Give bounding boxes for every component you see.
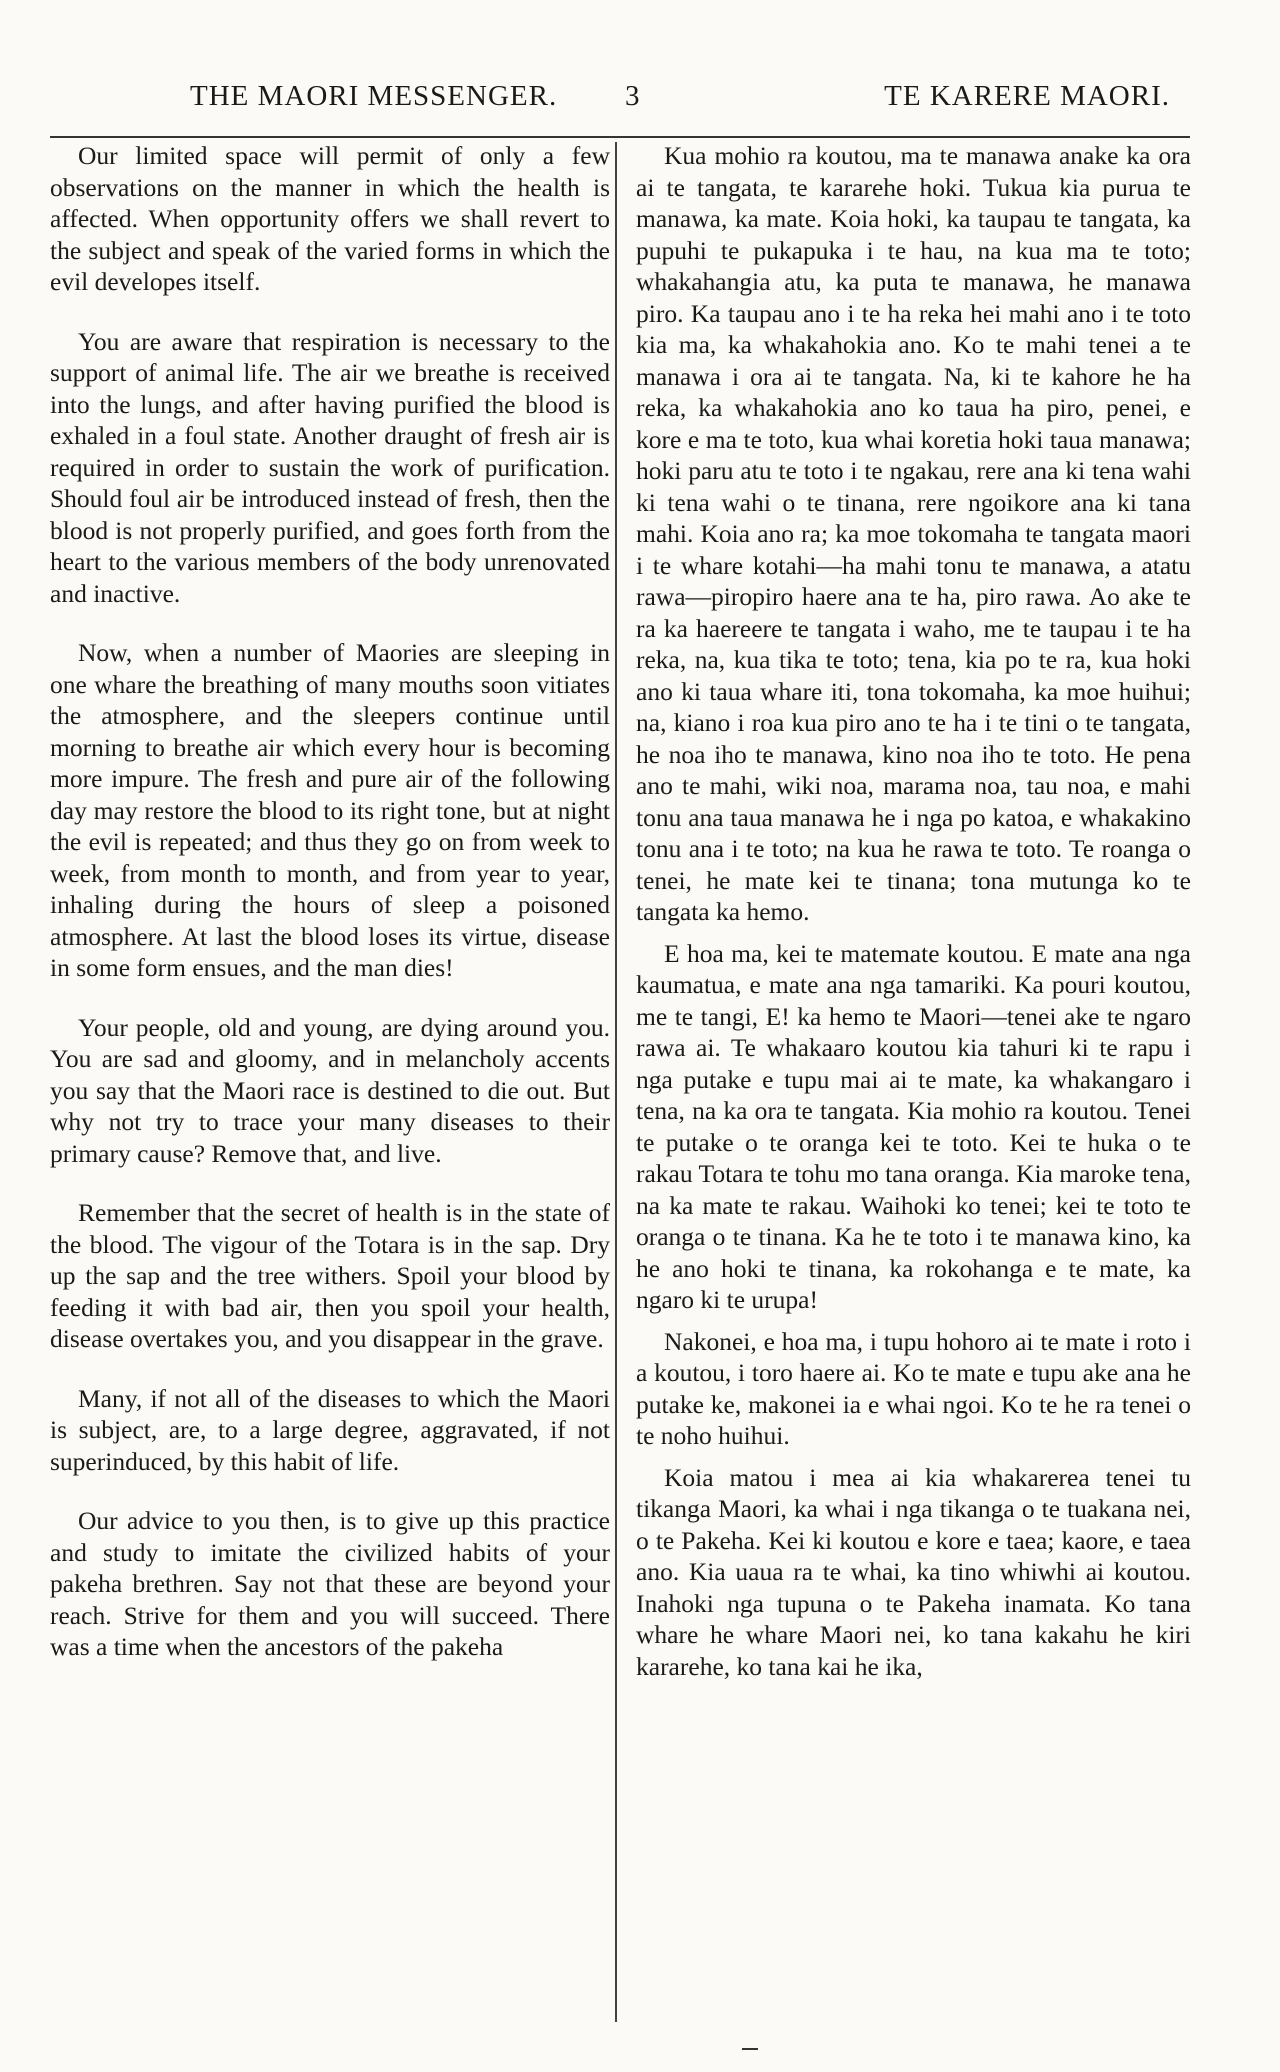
- maori-paragraph: Kua mohio ra koutou, ma te manawa anake ka ora ai te tangata, te kararehe hoki. Tukua kia purua te manawa, ka mate. Koia hoki, ka taupau te tangata, ka pupuhi te pukapuka i te hau, na kua ma te toto; whakahangia atu, ka puta te manawa, he manawa piro. Ka taupau ano i te ha reka hei mahi ano i te toto kia ma, ka whakahokia ano. Ko te mahi tenei a te manawa i ora ai te tangata. Na, ki te kahore he ha reka, ka whakahokia ano ko taua ha piro, penei, e kore e ma te toto, kua whai koretia hoki taua manawa; hoki paru atu te toto i te ngakau, rere ana ki tena wahi ki tena wahi o te tinana, rere ngoikore ana ki tana mahi. Koia ano ra; ka moe tokomaha te tangata maori i te whare kotahi—ha mahi tonu te manawa, a atatu rawa—piropiro haere ana te ha, piro rawa. Ao ake te ra ka haereere te tangata i waho, me te taupau i te ha reka, na, kua tika te toto; tena, kia po te ra, kua hoki ano ki taua whare iti, tona tokomaha, ka moe huihui; na, kiano i roa kua piro ano te ha i te tini o te tangata, he noa iho te manawa, kino noa iho te toto. He pena ano te mahi, wiki noa, marama noa, tau noa, e mahi tonu ana taua manawa he i nga po katoa, e whakakino tonu ana i te toto; na kua he rawa te toto. Te roanga o tenei, he mate kei te tinana; tona mutunga ko te tangata ka hemo.: [636, 141, 1191, 926]
- english-paragraph: Your people, old and young, are dying around you. You are sad and gloomy, and in melancholy accents you say that the Maori race is destined to die out. But why not try to trace your many diseases to their primary cause? Remove that, and live.: [50, 1012, 610, 1168]
- column-divider: [615, 142, 617, 2022]
- english-paragraph: Many, if not all of the diseases to which the Maori is subject, are, to a large degree, aggravated, if not superinduced, by this habit of life.: [50, 1383, 610, 1476]
- header-rule: [50, 136, 1190, 138]
- english-paragraph: Our advice to you then, is to give up this practice and study to imitate the civilized habits of your pakeha brethren. Say not that these are beyond your reach. Strive for them and you will succeed. There was a time when the ancestors of the pakeha: [50, 1506, 610, 1661]
- maori-paragraph: Koia matou i mea ai kia whakarerea tenei tu tikanga Maori, ka whai i nga tikanga o te tuakana nei, o te Pakeha. Kei ki koutou e kore e taea; kaore, e taea ano. Kia uaua ra te whai, ka tino whiwhi ai koutou. Inahoki nga tupuna o te Pakeha inamata. Ko tana whare he whare Maori nei, ko tana kakahu he kiri kararehe, ko tana kai he ika,: [636, 1462, 1191, 1681]
- page-header: [60, 80, 1230, 130]
- maori-column: [636, 140, 1191, 1692]
- header-title-maori: TE KARERE MAORI.: [884, 80, 1170, 112]
- maori-paragraph: E hoa ma, kei te matemate koutou. E mate ana nga kaumatua, e mate ana nga tamariki. Ka pouri koutou, me te tangi, E! ka hemo te Maori—tenei ake te ngaro rawa ai. Te whakaaro koutou kia tahuri ki te rapu i nga putake e tupu mai ai te mate, ka whakangaro i tena, na ka ora te tangata. Kia mohio ra koutou. Tenei te putake o te oranga kei te toto. Kei te huka o te rakau Totara te tohu mo tana oranga. Kia maroke tena, na ka mate te rakau. Waihoki ko tenei; kei te toto te oranga o te tinana. Ka he te toto i te manawa kino, ka he ano hoki te tinana, ka rokohanga e te mate, ka ngaro ki te urupa!: [636, 938, 1191, 1314]
- english-paragraph: Our limited space will permit of only a few observations on the manner in which the health is affected. When opportunity offers we shall revert to the subject and speak of the varied forms in which the evil developes itself.: [50, 141, 610, 296]
- page-number: 3: [625, 80, 641, 112]
- english-paragraph: You are aware that respiration is necessary to the support of animal life. The air we breathe is received into the lungs, and after having purified the blood is exhaled in a foul state. Another draught of fresh air is required in order to sustain the work of purification. Should foul air be introduced instead of fresh, then the blood is not properly purified, and goes forth from the heart to the various members of the body unrenovated and inactive.: [50, 326, 610, 608]
- footer-mark: [742, 2048, 758, 2050]
- maori-paragraph: Nakonei, e hoa ma, i tupu hohoro ai te mate i roto i a koutou, i toro haere ai. Ko te mate e tupu ake ana he putake ke, makonei ia e whai ngoi. Ko te he ra tenei o te noho huihui.: [636, 1326, 1191, 1450]
- english-column: [50, 140, 610, 1691]
- header-title-english: THE MAORI MESSENGER.: [190, 80, 558, 112]
- english-paragraph: Remember that the secret of health is in the state of the blood. The vigour of the Totara is in the sap. Dry up the sap and the tree withers. Spoil your blood by feeding it with bad air, then you spoil your health, disease overtakes you, and you disappear in the grave.: [50, 1198, 610, 1353]
- english-paragraph: Now, when a number of Maories are sleeping in one whare the breathing of many mouths soon vitiates the atmosphere, and the sleepers continue until morning to breathe air which every hour is becoming more impure. The fresh and pure air of the following day may restore the blood to its right tone, but at night the evil is repeated; and thus they go on from week to week, from month to month, and from year to year, inhaling during the hours of sleep a poisoned atmosphere. At last the blood loses its virtue, disease in some form ensues, and the man dies!: [50, 638, 610, 982]
